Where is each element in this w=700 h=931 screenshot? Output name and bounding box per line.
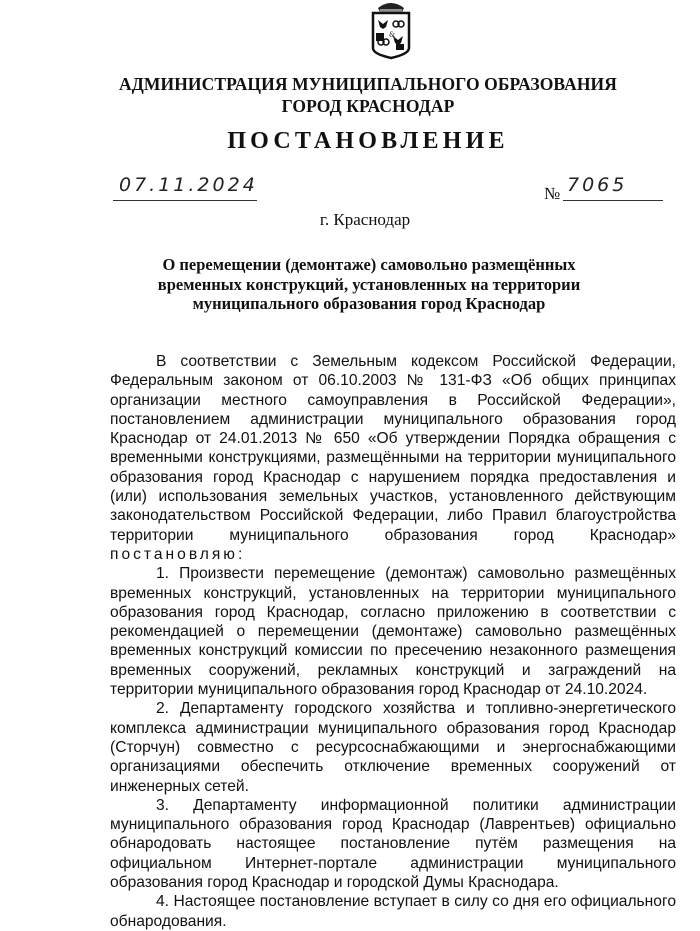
resolve-word: постановляю: [110, 545, 246, 563]
subject-line-3: муниципального образования город Краснодар [192, 294, 546, 313]
number-label: № [544, 184, 561, 203]
document-body [110, 352, 676, 931]
item-4-paragraph: 4. Настоящее постановление вступает в силу со дня его официального обнародования. [110, 893, 676, 930]
item-1-paragraph: 1. Произвести перемещение (демонтаж) самовольно размещённых временных конструкций, установленных на территории муниципального образования город Краснодар, согласно приложению в соответствии с рекомендацией о перемещении (демонтаже) самовольно размещённых временных конструкций комиссии по пресечению незаконного размещения временных сооружений, рекламных конструкций и заграждений на территории муниципального образования город Краснодар от 24.10.2024. [110, 565, 676, 699]
document-number: 7065 [567, 174, 628, 196]
document-type-title: ПОСТАНОВЛЕНИЕ [227, 128, 509, 154]
subject-line-2: временных конструкций, установленных на территории [157, 274, 581, 294]
item-3-paragraph: 3. Департаменту информационной политики администрации муниципального образования город Краснодар (Лаврентьев) официально обнародовать настоящее постановление путём размещения на официальном Интернет-портале администрации муниципального образования город Краснодар и городской Думы Краснодара. [110, 796, 676, 892]
organization-line-1: АДМИНИСТРАЦИЯ МУНИЦИПАЛЬНОГО ОБРАЗОВАНИЯ [119, 74, 617, 94]
document-date: 07.11.2024 [119, 174, 258, 196]
preamble-text: В соответствии с Земельным кодексом Российской Федерации, Федеральным законом от 06.10.2003 № 131-ФЗ «Об общих принципах организации местного самоуправления в Российской Федерации», постановлением администрации муниципального образования город Краснодар от 24.01.2013 № 650 «Об утверждении Порядка обращения с временными конструкциями, размещёнными на территории муниципального образования город Краснодар с нарушением порядка предоставления и (или) использования земельных участков, установленного действующим законодательством Российской Федерации, либо Правил благоустройства территории муниципального образования город Краснодар» [110, 353, 676, 544]
organization-line-2: ГОРОД КРАСНОДАР [281, 96, 455, 116]
coat-of-arms-icon [366, 0, 416, 60]
issuing-organization [0, 73, 700, 117]
preamble-paragraph [110, 352, 676, 564]
svg-text:&: & [389, 31, 396, 39]
subject-line-1: О перемещении (демонтаже) самовольно размещённых [162, 255, 576, 274]
item-2-paragraph: 2. Департаменту городского хозяйства и топливно-энергетического комплекса администрации муниципального образования город Краснодар (Сторчун) совместно с ресурсоснабжающими и энергоснабжающими организациями обеспечить отключение временных сооружений от инженерных сетей. [110, 700, 676, 795]
city: г. Краснодар [319, 210, 411, 229]
document-date-field [113, 176, 257, 201]
document-subject [0, 255, 700, 314]
document-number-field [563, 176, 663, 201]
